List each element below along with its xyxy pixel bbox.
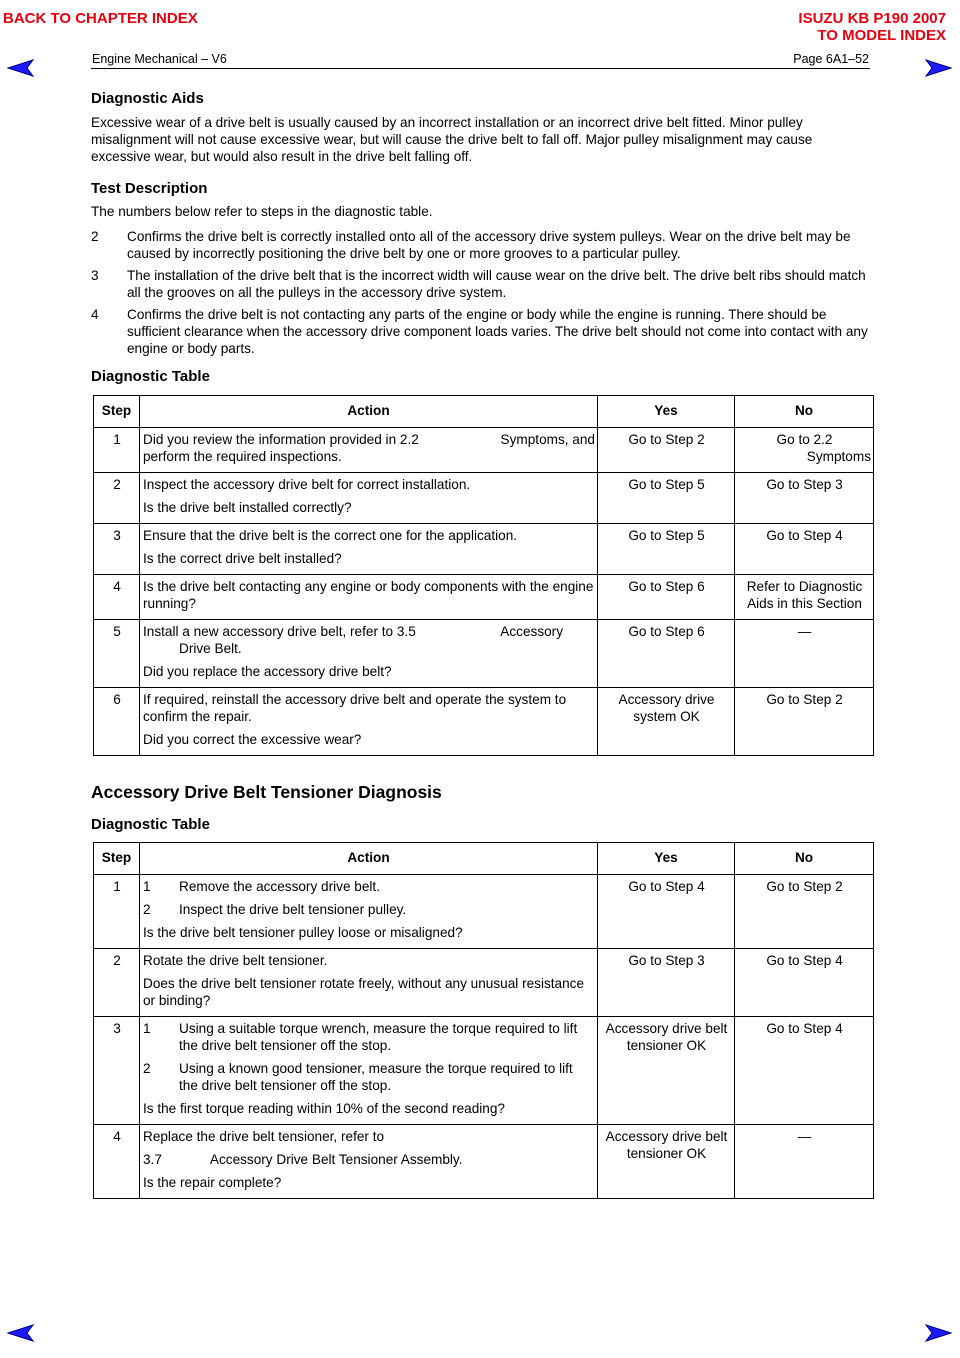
no-cell: Go to Step 3: [735, 473, 874, 524]
col-header-no: No: [735, 843, 874, 875]
action-cell: [140, 428, 598, 473]
table-row: [94, 428, 874, 473]
back-to-chapter-index-link[interactable]: BACK TO CHAPTER INDEX: [3, 10, 198, 27]
question-text: Did you correct the excessive wear?: [143, 731, 362, 747]
no-cell: Go to Step 4: [735, 1017, 874, 1125]
col-header-yes: Yes: [598, 396, 735, 428]
diagnostic-table-heading: Diagnostic Table: [91, 368, 210, 386]
action-cell: [140, 473, 598, 524]
action-text: Rotate the drive belt tensioner.: [143, 953, 328, 969]
list-item: [91, 268, 872, 302]
question-text: Is the first torque reading within 10% of the second reading?: [143, 1101, 505, 1117]
reference-title: Accessory Drive Belt Tensioner Assembly.: [209, 1152, 463, 1168]
no-cell: —: [735, 1125, 874, 1199]
yes-cell: Go to Step 2: [598, 428, 735, 473]
action-text: Drive Belt.: [179, 640, 242, 656]
page-content: [91, 90, 872, 1225]
col-header-action: Action: [140, 396, 598, 428]
sub-step-number: 1: [143, 1021, 151, 1037]
action-cell: [140, 619, 598, 687]
tensioner-diagnosis-heading: Accessory Drive Belt Tensioner Diagnosis: [91, 781, 442, 802]
sub-step-text: Inspect the drive belt tensioner pulley.: [179, 902, 407, 918]
yes-cell: [598, 687, 735, 755]
col-header-step: Step: [94, 396, 140, 428]
yes-text: tensioner OK: [626, 1038, 707, 1054]
yes-text: tensioner OK: [626, 1146, 707, 1162]
no-cell: [735, 574, 874, 619]
table-row: [94, 574, 874, 619]
list-item-text: Confirms the drive belt is correctly installed onto all of the accessory drive system pulleys. Wear on the drive belt may be caused by incorrectly positioning the drive belt by one or more grooves to a particular pulley.: [127, 229, 851, 262]
list-item-text: The installation of the drive belt that is the incorrect width will cause wear on the drive belt. The drive belt ribs should match all the grooves on all the pulleys in the accessory drive system.: [127, 268, 866, 301]
drive-belt-diagnostic-table: [93, 395, 874, 756]
yes-cell: Go to Step 6: [598, 574, 735, 619]
prev-page-bottom-arrow-icon[interactable]: [7, 1323, 35, 1343]
no-text: Refer to Diagnostic: [746, 578, 863, 594]
action-text: Ensure that the drive belt is the correct one for the application.: [143, 528, 518, 543]
table-row: [94, 687, 874, 755]
question-text: Did you replace the accessory drive belt?: [143, 663, 392, 679]
sub-step: [143, 879, 595, 896]
table-row: [94, 949, 874, 1017]
table-header-row: [94, 396, 874, 428]
sub-step-text: Remove the accessory drive belt.: [179, 879, 380, 895]
yes-cell: Go to Step 5: [598, 524, 735, 575]
cross-reference[interactable]: [143, 1152, 595, 1169]
model-title: ISUZU KB P190 2007: [798, 10, 946, 27]
sub-step-number: 1: [143, 879, 151, 895]
header-page-number: Page 6A1–52: [793, 52, 869, 66]
list-item-number: 4: [91, 307, 99, 323]
no-cell: —: [735, 619, 874, 687]
step-cell: 3: [94, 524, 140, 575]
no-cell: Go to Step 2: [735, 875, 874, 949]
step-cell: 3: [94, 1017, 140, 1125]
col-header-step: Step: [94, 843, 140, 875]
yes-text: system OK: [633, 708, 700, 724]
table-row: [94, 473, 874, 524]
question-text: Is the drive belt tensioner pulley loose or misaligned?: [143, 925, 463, 941]
table-row: [94, 524, 874, 575]
diagnostic-aids-heading: Diagnostic Aids: [91, 90, 204, 107]
table-row: [94, 1125, 874, 1199]
action-cell: [140, 1125, 598, 1199]
no-cell: [735, 428, 874, 473]
action-text: Replace the drive belt tensioner, refer to: [143, 1129, 385, 1145]
cross-reference-link[interactable]: Symptoms, and: [500, 432, 595, 448]
sub-step-text: Using a known good tensioner, measure the torque required to lift the drive belt tensioner off the stop.: [179, 1061, 573, 1094]
next-page-bottom-arrow-icon[interactable]: [924, 1323, 952, 1343]
test-description-heading: Test Description: [91, 179, 208, 197]
cross-reference-link[interactable]: Accessory: [500, 623, 563, 639]
list-item-number: 2: [91, 229, 99, 245]
action-cell: [140, 574, 598, 619]
step-cell: 2: [94, 473, 140, 524]
step-cell: 1: [94, 428, 140, 473]
no-text: Symptoms: [806, 449, 871, 465]
next-page-arrow-icon[interactable]: [924, 58, 952, 78]
sub-step: [143, 1061, 595, 1095]
yes-text: Accessory drive belt: [605, 1129, 728, 1145]
table-row: [94, 619, 874, 687]
to-model-index-label: TO MODEL INDEX: [817, 27, 946, 45]
question-text: Is the correct drive belt installed?: [143, 550, 342, 566]
list-item: [91, 307, 872, 358]
col-header-action: Action: [140, 843, 598, 875]
table-row: [94, 875, 874, 949]
tensioner-diagnostic-table: [93, 842, 874, 1199]
yes-cell: Go to Step 5: [598, 473, 735, 524]
sub-step: [143, 1021, 595, 1055]
test-description-intro: The numbers below refer to steps in the diagnostic table.: [91, 204, 433, 220]
yes-text: Accessory drive: [618, 691, 715, 707]
action-text: Inspect the accessory drive belt for correct installation.: [143, 477, 471, 493]
question-text: Is the drive belt installed correctly?: [143, 500, 352, 516]
action-cell: [140, 875, 598, 949]
sub-step-number: 2: [143, 1061, 151, 1077]
no-cell: Go to Step 4: [735, 524, 874, 575]
col-header-no: No: [735, 396, 874, 428]
prev-page-arrow-icon[interactable]: [7, 58, 35, 78]
yes-cell: Go to Step 6: [598, 619, 735, 687]
step-cell: 1: [94, 875, 140, 949]
action-text: Install a new accessory drive belt, refer to 3.5: [143, 623, 416, 639]
table-header-row: [94, 843, 874, 875]
action-text: If required, reinstall the accessory drive belt and operate the system to confirm the repair.: [143, 691, 567, 724]
diagnostic-table-heading: Diagnostic Table: [91, 815, 210, 833]
action-cell: [140, 949, 598, 1017]
no-cell: Go to Step 4: [735, 949, 874, 1017]
yes-cell: Go to Step 3: [598, 949, 735, 1017]
table-row: [94, 1017, 874, 1125]
step-cell: 6: [94, 687, 140, 755]
question-text: Is the drive belt contacting any engine or body components with the engine running?: [143, 578, 594, 611]
list-item-number: 3: [91, 268, 99, 284]
question-text: Does the drive belt tensioner rotate freely, without any unusual resistance or binding?: [143, 976, 585, 1009]
list-item: [91, 229, 872, 263]
header-divider: [91, 68, 870, 69]
question-text: Is the repair complete?: [143, 1175, 282, 1191]
step-cell: 4: [94, 574, 140, 619]
action-cell: [140, 1017, 598, 1125]
no-text: Aids in this Section: [747, 595, 862, 611]
sub-step-text: Using a suitable torque wrench, measure the torque required to lift the drive belt tensioner off the stop.: [179, 1021, 578, 1054]
col-header-yes: Yes: [598, 843, 735, 875]
action-text: Did you review the information provided in 2.2: [143, 432, 419, 448]
no-text: Go to 2.2: [776, 432, 833, 448]
action-text: perform the required inspections.: [143, 449, 342, 465]
reference-number: 3.7: [143, 1152, 162, 1168]
yes-cell: Go to Step 4: [598, 875, 735, 949]
action-cell: [140, 524, 598, 575]
yes-cell: [598, 1017, 735, 1125]
diagnostic-aids-body: Excessive wear of a drive belt is usually caused by an incorrect installation or an incorrect drive belt fitted. Minor pulley misalignment will not cause excessive wear, but will cause the drive belt to fall off. Major pulley misalignment may cause excessive wear, but would also result in the drive belt falling off.: [91, 114, 813, 164]
no-cell: Go to Step 2: [735, 687, 874, 755]
header-section-title: Engine Mechanical – V6: [92, 52, 227, 66]
sub-step: [143, 902, 595, 919]
sub-step-number: 2: [143, 902, 151, 918]
step-cell: 4: [94, 1125, 140, 1199]
model-index-link[interactable]: [798, 10, 946, 45]
list-item-text: Confirms the drive belt is not contacting any parts of the engine or body while the engine is running. There should be sufficient clearance when the accessory drive component loads varies. The drive belt should not come into contact with any engine or body parts.: [127, 307, 868, 357]
step-cell: 5: [94, 619, 140, 687]
yes-text: Accessory drive belt: [605, 1021, 728, 1037]
step-cell: 2: [94, 949, 140, 1017]
yes-cell: [598, 1125, 735, 1199]
action-cell: [140, 687, 598, 755]
test-description-list: [91, 229, 872, 358]
